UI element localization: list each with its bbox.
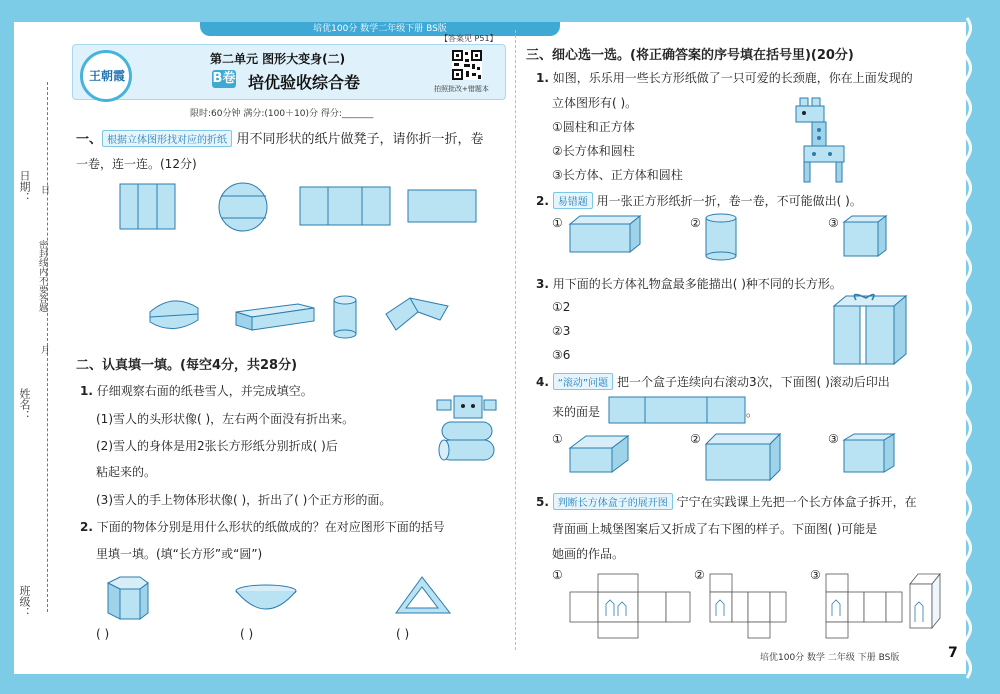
s3q2-mark3[interactable]: ③ [828, 216, 839, 230]
top-banner: 培优100分 数学二年级下册 BS版 [200, 22, 560, 36]
section1-heading: 一、 根据立体图形找对应的折纸 用不同形状的纸片做凳子，请你折一折，卷 [76, 132, 484, 147]
answer-reference: 【答案见 P51】 [440, 34, 498, 43]
cube-shape [844, 216, 886, 256]
box-option-3 [844, 434, 894, 472]
paper-shapes-row [120, 182, 540, 232]
section1-line2: 一卷，连一连。(12分) [76, 157, 197, 171]
long-box-shape [570, 216, 640, 252]
section1-tag: 根据立体图形找对应的折纸 [102, 130, 232, 147]
s3q4-mark3[interactable]: ③ [828, 432, 839, 446]
cylinder-shape [706, 214, 736, 260]
q2-blank-1[interactable]: ( ) [96, 627, 110, 641]
stool-half-cylinder[interactable] [150, 301, 198, 329]
volume-title: 培优验收综合卷 [248, 73, 361, 92]
page-number: 7 [948, 645, 958, 661]
s3q5-nets [560, 572, 960, 642]
s3q4-boxes [566, 430, 906, 482]
s3q1-stem: 1. 如图，乐乐用一些长方形纸做了一只可爱的长颈鹿，你在上面发现的 [536, 71, 913, 85]
volume-badge: B卷 [212, 71, 236, 86]
s2q1-c: (3)雪人的手上物体形状像( )，折出了( )个正方形的面。 [96, 493, 392, 507]
stool-cylinder[interactable] [334, 296, 356, 338]
time-score-line: 限时:60分钟 满分:(100＋10)分 得分:_______ [190, 109, 374, 119]
s2q1-b: (2)雪人的身体是用2张长方形纸分别折成( )后 [96, 439, 338, 453]
frame-bottom [0, 674, 1000, 694]
s3q1-opt1[interactable]: ①圆柱和正方体 [552, 120, 635, 134]
s3q5-stem3: 她画的作品。 [552, 547, 625, 561]
s3q5-stem: 5. 判断长方体盒子的展开图 宁宁在实践课上先把一个长方体盒子拆开，在 [536, 495, 917, 509]
binding-strip [14, 22, 60, 672]
s3q5-stem2: 背面画上城堡图案后又折成了右下图的样子。下面图( )可能是 [552, 522, 878, 536]
s3q5-mark2[interactable]: ② [694, 568, 705, 582]
paper-circle[interactable] [219, 183, 267, 231]
s3q4-mark1[interactable]: ① [552, 432, 563, 446]
qr-caption: 拍照批改+错题本 [434, 85, 489, 93]
hexagon-prism-object [108, 577, 148, 619]
s3q2-shapes [566, 212, 906, 262]
s2q1-a: (1)雪人的头形状像( )，左右两个面没有折出来。 [96, 412, 355, 426]
paper-snowman-image [432, 386, 498, 466]
s3q5-mark1[interactable]: ① [552, 568, 563, 582]
s2q2-stem: 2. 下面的物体分别是用什么形状的纸做成的？在对应图形下面的括号 [80, 520, 445, 534]
s3q2-stem: 2. 易错题 用一张正方形纸折一折，卷一卷，不可能做出( )。 [536, 194, 862, 208]
s3q2-mark2[interactable]: ② [690, 216, 701, 230]
box-option-1 [570, 436, 628, 472]
s3q4-stem3: 。 [746, 405, 759, 419]
stool-bridge[interactable] [386, 298, 448, 330]
frame-top [0, 0, 1000, 22]
box-net-2 [710, 574, 786, 638]
s3q3-opt3[interactable]: ③6 [552, 348, 571, 362]
s3q1-opt3[interactable]: ③长方体、正方体和圆柱 [552, 168, 683, 182]
bowl-object [236, 585, 296, 609]
unit-title: 第二单元 图形大变身(二) [210, 52, 346, 66]
paper-square-folds[interactable] [120, 184, 175, 229]
frame-left [0, 0, 14, 694]
seal-text: 密封线内不要答题 [37, 240, 47, 312]
wave-border [960, 18, 974, 678]
name-label: 姓名： [18, 388, 31, 421]
month-mark: 月 [39, 345, 49, 354]
q2-blank-3[interactable]: ( ) [396, 627, 410, 641]
s3q3-opt2[interactable]: ②3 [552, 324, 571, 338]
s3q5-mark3[interactable]: ③ [810, 568, 821, 582]
s2q2-stem2: 里填一填。(填“长方形”或“圆”) [96, 547, 263, 561]
class-label: 班级： [18, 585, 31, 618]
q2-blank-2[interactable]: ( ) [240, 627, 254, 641]
stools-row [148, 292, 468, 342]
page-footer: 培优100分 数学 二年级 下册 BS版 [760, 653, 900, 663]
s3q1-stem2: 立体图形有( )。 [552, 96, 638, 110]
paper-rect-folds[interactable] [300, 187, 390, 225]
date-label: 日期： [18, 170, 31, 203]
stool-long-box[interactable] [236, 304, 314, 330]
paper-giraffe-image [790, 98, 850, 188]
column-divider [515, 30, 516, 650]
box-net-1 [570, 574, 690, 638]
box-option-2 [706, 434, 780, 480]
s3q3-opt1[interactable]: ①2 [552, 300, 571, 314]
section3-heading: 三、细心选一选。(将正确答案的序号填在括号里)(20分) [526, 48, 854, 63]
gift-box-image [830, 292, 910, 368]
rolled-faces-strip [609, 397, 745, 423]
s3q3-stem: 3. 用下面的长方体礼物盒最多能描出( )种不同的长方形。 [536, 277, 842, 291]
s2q1-b2: 粘起来的。 [96, 465, 157, 479]
box-net-3 [826, 574, 902, 638]
day-mark: 日 [39, 185, 49, 194]
s3q4-stem2: 来的面是 [552, 405, 601, 419]
s3q1-opt2[interactable]: ②长方体和圆柱 [552, 144, 635, 158]
s3q2-mark1[interactable]: ① [552, 216, 563, 230]
paper-rect-plain[interactable] [408, 190, 476, 222]
q2-objects-row [100, 575, 460, 625]
brand-logo: 王朝霞 [80, 50, 132, 102]
qr-code-icon[interactable] [452, 50, 482, 80]
section2-heading: 二、认真填一填。(每空4分，共28分) [76, 358, 298, 373]
triangle-frame-object [396, 577, 450, 613]
s2q1-stem: 1. 仔细观察右面的纸巷雪人，并完成填空。 [80, 384, 313, 398]
s3q4-stem: 4. “滚动”问题 把一个盒子连续向右滚动3次，下面图( )滚动后印出 [536, 375, 890, 389]
folded-box-image [910, 574, 940, 628]
s3q4-mark2[interactable]: ② [690, 432, 701, 446]
